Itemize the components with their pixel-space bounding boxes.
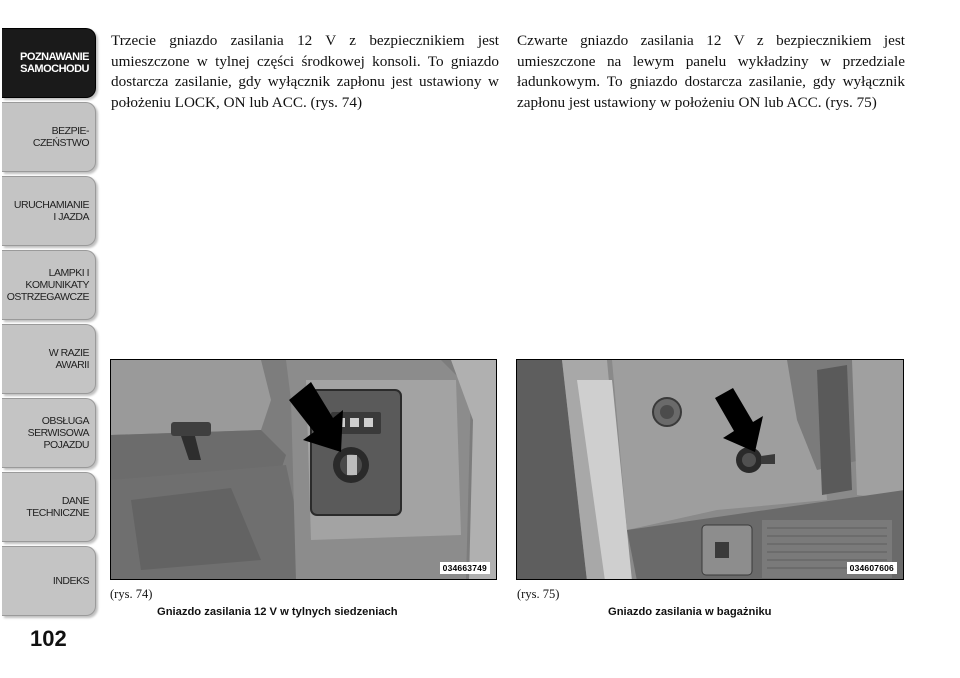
tab-dane-techniczne[interactable] — [2, 472, 96, 542]
figure-cargo-outlet — [516, 359, 904, 580]
tab-poznawanie-samochodu[interactable] — [2, 28, 96, 98]
body-text-right: Czwarte gniazdo zasilania 12 V z bezpiecznikiem jest umieszczone na lewym panelu wykładziny w przedziale ładunkowym. To gniazdo dostarcza zasilanie, gdy wyłącznik zapłonu jest ustawiony w położeniu ON lub ACC. (rys. 75) — [517, 32, 905, 111]
figure-reference: (rys. 74) — [110, 587, 153, 601]
tab-label: BEZPIE- CZEŃSTWO — [32, 125, 89, 149]
tab-label: OBSŁUGA SERWISOWA POJAZDU — [27, 415, 89, 451]
figure-code: 034607606 — [847, 562, 897, 574]
tab-w-razie-awarii[interactable] — [2, 324, 96, 394]
tab-label: URUCHAMIANIE I JAZDA — [13, 199, 89, 223]
figure-rear-console-outlet — [110, 359, 497, 580]
tab-obsluga-serwisowa[interactable] — [2, 398, 96, 468]
figure-caption: Gniazdo zasilania w bagażniku — [608, 606, 772, 618]
body-text-left: Trzecie gniazdo zasilania 12 V z bezpiecznikiem jest umieszczone w tylnej części środkowej konsoli. To gniazdo dostarcza zasilanie, gdy wyłącznik zapłonu jest ustawiony w położeniu LOCK, ON lub ACC. (rys. 74) — [111, 32, 499, 111]
tab-label: LAMPKI I KOMUNIKATY OSTRZEGAWCZE — [6, 267, 89, 303]
tab-label: W RAZIE AWARII — [48, 347, 89, 371]
tab-lampki-i-komunikaty[interactable] — [2, 250, 96, 320]
figure-reference: (rys. 75) — [517, 587, 560, 601]
tab-indeks[interactable] — [2, 546, 96, 616]
tab-label: POZNAWANIE SAMOCHODU — [20, 51, 89, 75]
tab-uruchamianie-i-jazda[interactable] — [2, 176, 96, 246]
tab-label: INDEKS — [52, 575, 89, 587]
figure-caption: Gniazdo zasilania 12 V w tylnych siedzeniach — [157, 606, 398, 618]
page-number: 102 — [30, 626, 67, 651]
tab-label: DANE TECHNICZNE — [26, 495, 89, 519]
cargo-area-illustration — [517, 360, 904, 580]
figure-code: 034663749 — [440, 562, 490, 574]
rear-console-illustration — [111, 360, 497, 580]
tab-bezpieczenstwo[interactable] — [2, 102, 96, 172]
